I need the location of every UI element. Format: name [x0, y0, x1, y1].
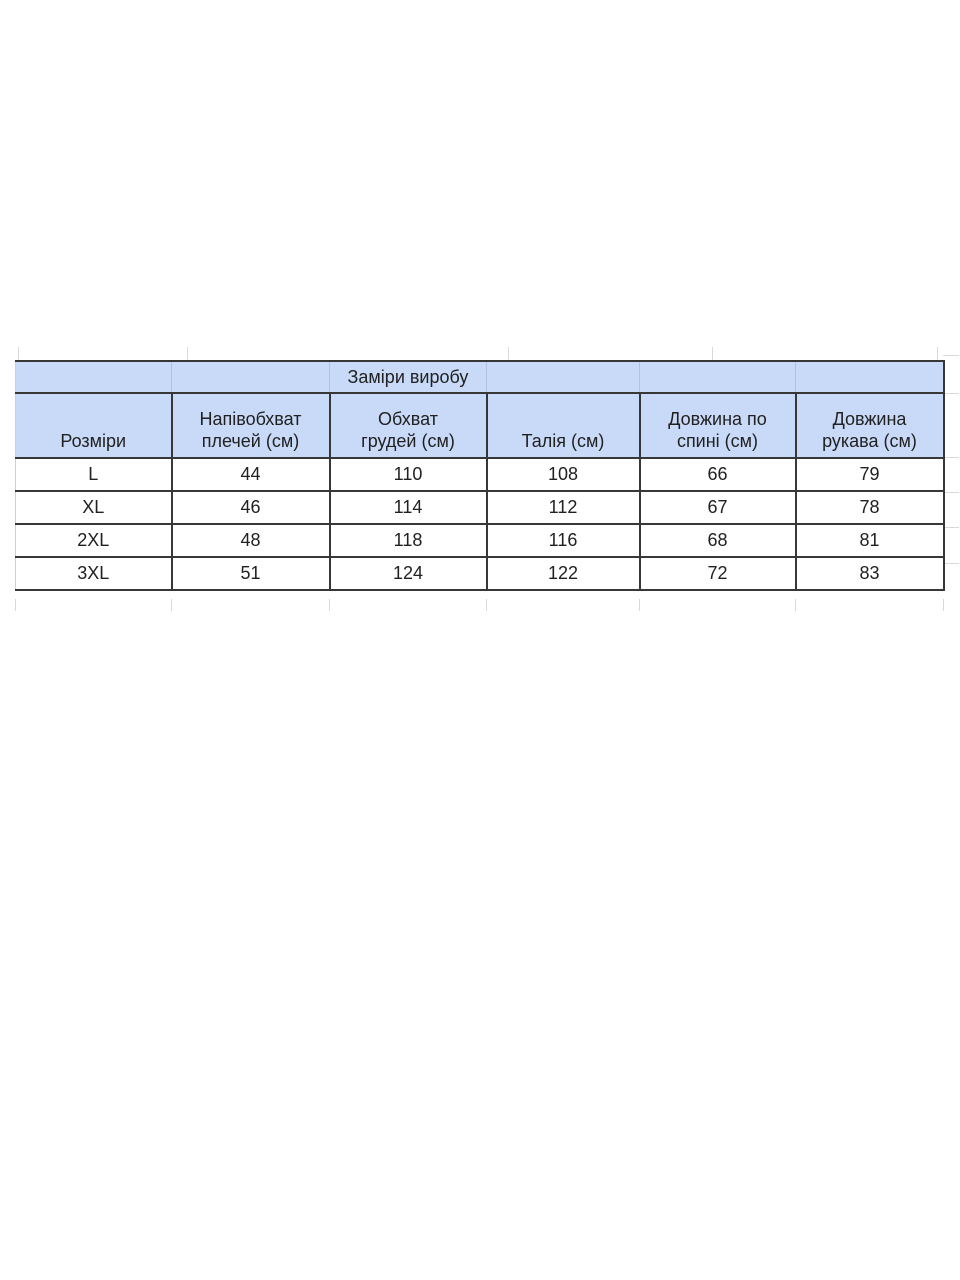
header-line: Обхват	[378, 409, 438, 429]
title-row-cell	[640, 361, 796, 393]
size-cell: 3XL	[16, 557, 172, 590]
header-line: Довжина	[832, 409, 907, 429]
gridline-stub	[943, 563, 959, 564]
value-cell: 118	[330, 524, 487, 557]
col-header-sizes	[16, 393, 172, 458]
value-cell: 67	[640, 491, 796, 524]
value-cell: 108	[487, 458, 640, 491]
size-chart-table	[15, 360, 945, 591]
col-header-sleeve-length	[796, 393, 944, 458]
col-header-chest	[330, 393, 487, 458]
gridline-stub	[171, 599, 172, 611]
header-line: спині (см)	[676, 431, 759, 451]
gridline-stub	[943, 355, 959, 356]
value-cell: 122	[487, 557, 640, 590]
title-row-cell	[16, 361, 172, 393]
value-cell: 116	[487, 524, 640, 557]
size-cell: XL	[16, 491, 172, 524]
table-row	[16, 557, 944, 590]
value-cell: 114	[330, 491, 487, 524]
value-cell: 79	[796, 458, 944, 491]
gridline-stub	[508, 347, 509, 360]
value-cell: 46	[172, 491, 330, 524]
value-cell: 81	[796, 524, 944, 557]
value-cell: 44	[172, 458, 330, 491]
value-cell: 110	[330, 458, 487, 491]
value-cell: 124	[330, 557, 487, 590]
header-line: Талія (см)	[521, 431, 605, 451]
gridline-stub	[943, 599, 944, 611]
size-chart-sheet	[15, 360, 945, 591]
table-title: Заміри виробу	[330, 361, 487, 393]
col-header-back-length	[640, 393, 796, 458]
gridline-stub	[943, 527, 959, 528]
gridline-stub	[943, 457, 959, 458]
value-cell: 66	[640, 458, 796, 491]
gridline-stub	[937, 347, 938, 360]
title-row-cell	[172, 361, 330, 393]
table-row	[16, 458, 944, 491]
table-row	[16, 524, 944, 557]
header-line: рукава (см)	[822, 431, 917, 451]
gridline-stub	[486, 599, 487, 611]
table-header-row	[16, 393, 944, 458]
header-line: Розміри	[60, 431, 127, 451]
value-cell: 51	[172, 557, 330, 590]
header-line: Довжина по	[668, 409, 767, 429]
gridline-stub	[795, 599, 796, 611]
title-row-cell	[796, 361, 944, 393]
value-cell: 68	[640, 524, 796, 557]
gridline-stub	[712, 347, 713, 360]
gridline-stub	[15, 599, 16, 611]
gridline-stub	[943, 492, 959, 493]
value-cell: 78	[796, 491, 944, 524]
col-header-half-shoulder	[172, 393, 330, 458]
value-cell: 48	[172, 524, 330, 557]
header-line: Напівобхват	[199, 409, 302, 429]
value-cell: 83	[796, 557, 944, 590]
gridline-stub	[943, 393, 959, 394]
size-cell: L	[16, 458, 172, 491]
header-line: плечей (см)	[201, 431, 300, 451]
gridline-stub	[18, 347, 19, 360]
gridline-stub	[329, 599, 330, 611]
size-cell: 2XL	[16, 524, 172, 557]
table-title-row	[16, 361, 944, 393]
gridline-stub	[187, 347, 188, 360]
gridline-stub	[639, 599, 640, 611]
value-cell: 112	[487, 491, 640, 524]
header-line: грудей (см)	[361, 431, 455, 451]
title-row-cell	[487, 361, 640, 393]
table-row	[16, 491, 944, 524]
value-cell: 72	[640, 557, 796, 590]
col-header-waist	[487, 393, 640, 458]
